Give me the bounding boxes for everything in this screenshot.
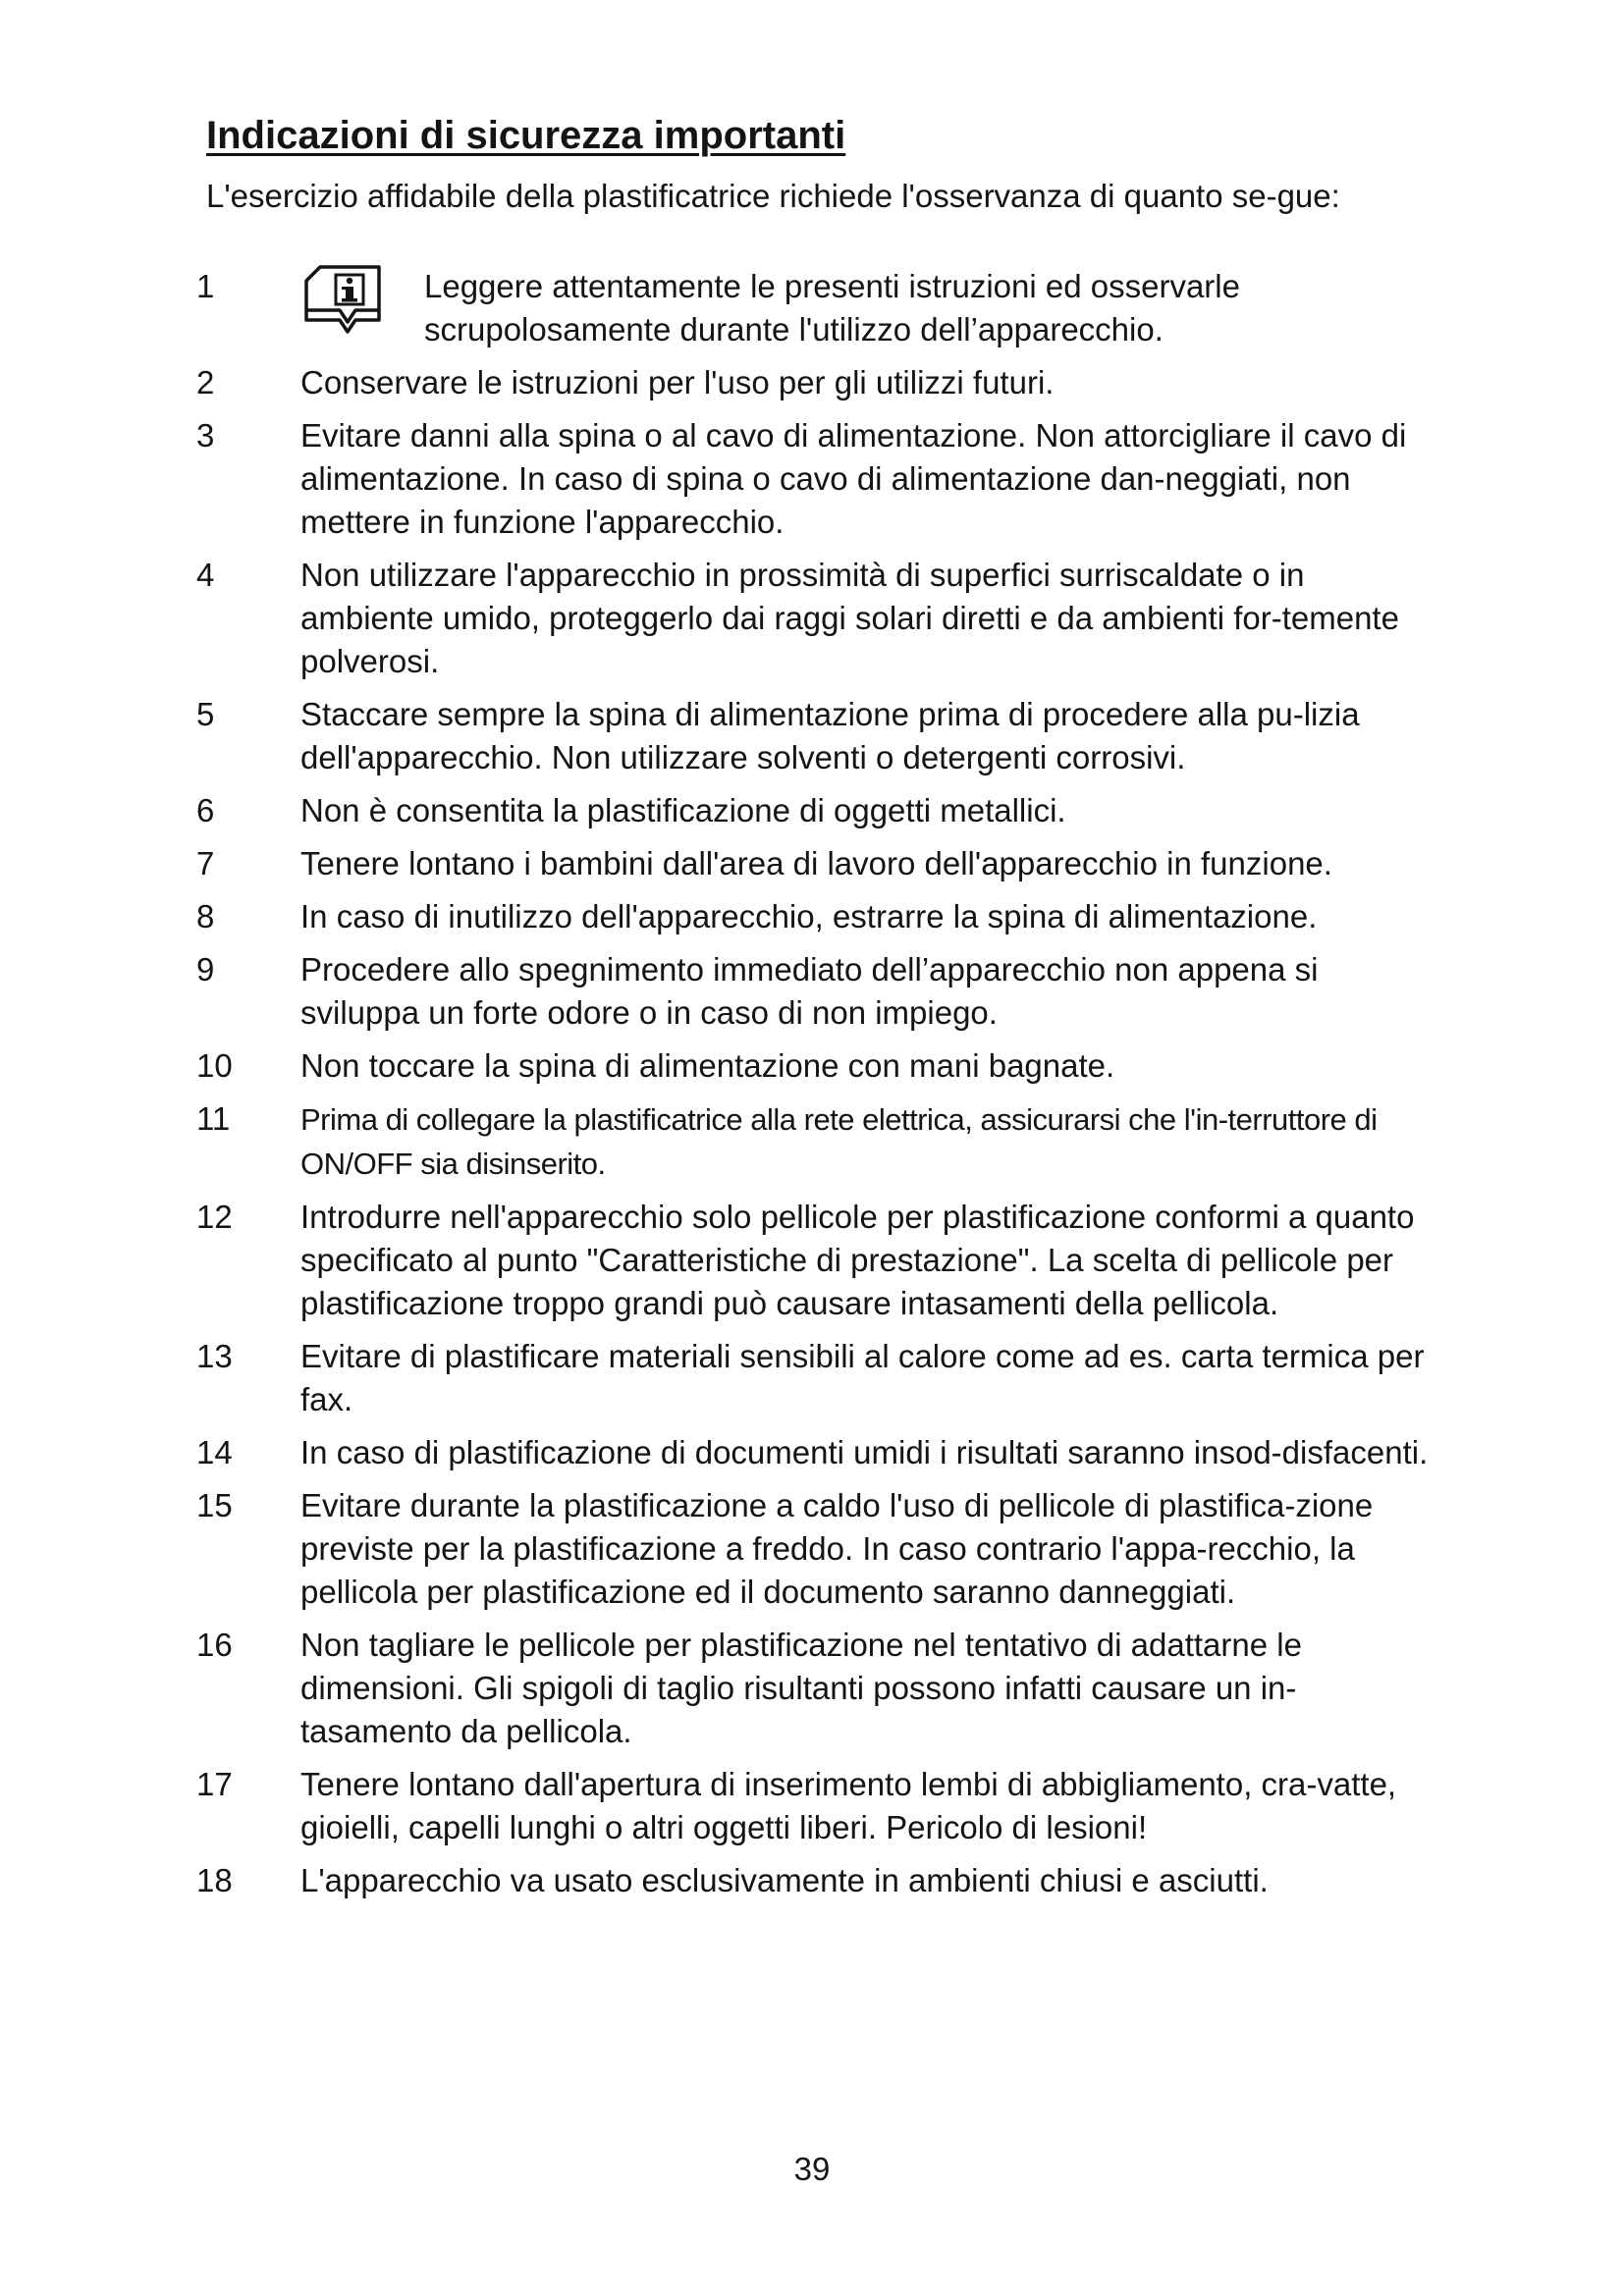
item-text: Staccare sempre la spina di alimentazione prima di procedere alla pu-lizia dell'apparecchio. Non utilizzare solventi o detergenti corrosivi. [300, 696, 1360, 775]
list-item [196, 1044, 1434, 1088]
item-number: 16 [196, 1627, 233, 1663]
item-number: 14 [196, 1434, 233, 1470]
item-number: 5 [196, 696, 215, 732]
item-number: 6 [196, 792, 215, 828]
list-item [196, 693, 1434, 779]
read-manual-icon [300, 261, 395, 338]
list-item [196, 789, 1434, 832]
list-item [196, 1431, 1434, 1474]
list-item [196, 1624, 1434, 1753]
item-text: Prima di collegare la plastificatrice alla rete elettrica, assicurarsi che l'in-terruttore di ON/OFF sia disinserito. [300, 1102, 1378, 1181]
item-number: 7 [196, 845, 215, 881]
item-text: Non toccare la spina di alimentazione con mani bagnate. [300, 1047, 1115, 1084]
list-item [196, 1484, 1434, 1614]
item-text: Evitare di plastificare materiali sensibili al calore come ad es. carta termica per fax. [300, 1338, 1425, 1417]
item-text: Tenere lontano dall'apertura di inserimento lembi di abbigliamento, cra-vatte, gioielli, capelli lunghi o altri oggetti liberi. Pericolo di lesioni! [300, 1766, 1397, 1845]
list-item [196, 265, 1434, 351]
list-item [196, 948, 1434, 1035]
list-item [196, 414, 1434, 544]
item-text: Tenere lontano i bambini dall'area di lavoro dell'apparecchio in funzione. [300, 845, 1332, 881]
item-number: 17 [196, 1766, 233, 1802]
page-title: Indicazioni di sicurezza importanti [206, 114, 846, 157]
item-number: 12 [196, 1199, 233, 1235]
item-number: 4 [196, 557, 215, 593]
item-text: Leggere attentamente le presenti istruzioni ed osservarle scrupolosamente durante l'utilizzo dell’apparecchio. [424, 268, 1240, 347]
list-item [196, 361, 1434, 404]
item-number: 8 [196, 898, 215, 934]
item-number: 2 [196, 364, 215, 400]
item-text: Evitare danni alla spina o al cavo di alimentazione. Non attorcigliare il cavo di alimentazione. In caso di spina o cavo di alimentazione dan-neggiati, non mettere in funzione l'apparecchio. [300, 417, 1407, 540]
list-item [196, 895, 1434, 938]
safety-list [196, 265, 1434, 1912]
item-text: In caso di plastificazione di documenti umidi i risultati saranno insod-disfacenti. [300, 1434, 1429, 1470]
list-item [196, 1859, 1434, 1902]
page-number: 39 [793, 2151, 831, 2187]
list-item [196, 1196, 1434, 1325]
item-number: 1 [196, 268, 215, 304]
item-number: 18 [196, 1862, 233, 1898]
item-text: Evitare durante la plastificazione a caldo l'uso di pellicole di plastifica-zione previste per la plastificazione a freddo. In caso contrario l'appa-recchio, la pellicola per plastificazione ed il documento saranno danneggiati. [300, 1487, 1374, 1610]
item-text: Procedere allo spegnimento immediato dell’apparecchio non appena si sviluppa un forte odore o in caso di non impiego. [300, 951, 1319, 1031]
list-item [196, 554, 1434, 683]
list-item [196, 1097, 1434, 1186]
item-text: Introdurre nell'apparecchio solo pellicole per plastificazione conformi a quanto specificato al punto "Caratteristiche di prestazione". La scelta di pellicole per plastificazione troppo grandi può causare intasamenti della pellicola. [300, 1199, 1415, 1321]
item-text: In caso di inutilizzo dell'apparecchio, estrarre la spina di alimentazione. [300, 898, 1318, 934]
item-text: Non tagliare le pellicole per plastificazione nel tentativo di adattarne le dimensioni. Gli spigoli di taglio risultanti possono infatti causare un in-tasamento da pellicola. [300, 1627, 1302, 1749]
item-number: 3 [196, 417, 215, 454]
item-number: 13 [196, 1338, 233, 1374]
item-number: 9 [196, 951, 215, 988]
item-text: Conservare le istruzioni per l'uso per gli utilizzi futuri. [300, 364, 1055, 400]
list-item [196, 1763, 1434, 1849]
item-number: 11 [196, 1100, 231, 1137]
item-number: 10 [196, 1047, 233, 1084]
intro-paragraph: L'esercizio affidabile della plastificatrice richiede l'osservanza di quanto se-gue: [206, 178, 1340, 214]
item-text: Non è consentita la plastificazione di oggetti metallici. [300, 792, 1066, 828]
list-item [196, 1335, 1434, 1421]
item-text: L'apparecchio va usato esclusivamente in ambienti chiusi e asciutti. [300, 1862, 1269, 1898]
item-text: Non utilizzare l'apparecchio in prossimità di superfici surriscaldate o in ambiente umido, proteggerlo dai raggi solari diretti e da ambienti for-temente polverosi. [300, 557, 1399, 679]
list-item [196, 842, 1434, 885]
item-number: 15 [196, 1487, 233, 1523]
